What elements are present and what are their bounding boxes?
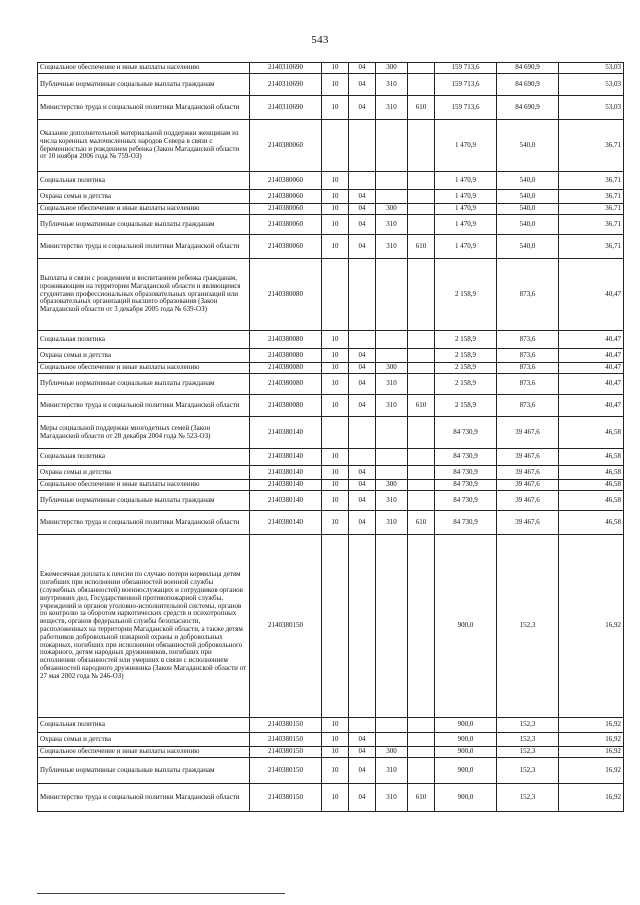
row-fact: 540,0: [497, 215, 559, 235]
row-code: 2140380140: [250, 491, 322, 511]
row-subsection: 04: [349, 491, 376, 511]
row-percent: 40,47: [559, 374, 624, 395]
row-name: Публичные нормативные социальные выплаты гражданам: [38, 374, 250, 395]
row-ministry-code: [408, 204, 435, 215]
table-row: [38, 172, 624, 190]
row-name: Охрана семьи и детства: [38, 733, 250, 747]
row-code: 2140310690: [250, 74, 322, 96]
row-name: Социальное обеспечение и иные выплаты населению: [38, 480, 250, 491]
row-ministry-code: [408, 190, 435, 204]
row-plan: 84 730,9: [435, 491, 497, 511]
row-code: 2140380140: [250, 417, 322, 449]
table-row: [38, 374, 624, 395]
row-code: 2140380060: [250, 120, 322, 172]
row-fact: 152,3: [497, 535, 559, 718]
row-fact: 152,3: [497, 718, 559, 733]
row-name: Министерство труда и социальной политики Магаданской области: [38, 511, 250, 535]
row-percent: 16,92: [559, 535, 624, 718]
row-fact: 873,6: [497, 259, 559, 331]
row-code: 2140380060: [250, 190, 322, 204]
row-percent: 36,71: [559, 190, 624, 204]
row-ministry-code: 610: [408, 784, 435, 812]
row-name: Выплаты в связи с рождением и воспитанием ребенка гражданам, проживающим на территории Магаданской области и являющимся студентами профессиональных образовательных организаций или образовательных организаций высшего образования (Закон Магаданской области от 3 декабря 2005 года № 639-ОЗ): [38, 259, 250, 331]
table-row: [38, 535, 624, 718]
row-name: Охрана семьи и детства: [38, 190, 250, 204]
row-plan: 900,0: [435, 733, 497, 747]
row-code: 2140380080: [250, 331, 322, 349]
table-row: [38, 63, 624, 74]
row-ministry-code: [408, 449, 435, 466]
row-plan: 2 158,9: [435, 259, 497, 331]
row-fact: 540,0: [497, 172, 559, 190]
row-percent: 36,71: [559, 235, 624, 259]
footer-rule: [37, 893, 285, 894]
row-plan: 159 713,6: [435, 96, 497, 120]
row-code: 2140380080: [250, 363, 322, 374]
row-subsection: 04: [349, 204, 376, 215]
row-ministry-code: [408, 374, 435, 395]
row-name: Социальная политика: [38, 449, 250, 466]
row-code: 2140380150: [250, 758, 322, 784]
row-percent: 46,58: [559, 480, 624, 491]
row-plan: 900,0: [435, 535, 497, 718]
budget-table: [37, 62, 624, 812]
row-expense-type: 310: [376, 235, 408, 259]
table-row: [38, 747, 624, 758]
row-expense-type: 310: [376, 511, 408, 535]
row-subsection: 04: [349, 235, 376, 259]
row-ministry-code: [408, 172, 435, 190]
row-plan: 1 470,9: [435, 204, 497, 215]
row-fact: 873,6: [497, 374, 559, 395]
row-expense-type: [376, 190, 408, 204]
row-plan: 2 158,9: [435, 349, 497, 363]
table-row: [38, 235, 624, 259]
row-section: 10: [322, 363, 349, 374]
row-section: 10: [322, 374, 349, 395]
row-plan: 84 730,9: [435, 466, 497, 480]
row-subsection: 04: [349, 349, 376, 363]
row-percent: 53,03: [559, 74, 624, 96]
row-subsection: [349, 172, 376, 190]
row-code: 2140380150: [250, 784, 322, 812]
row-ministry-code: [408, 733, 435, 747]
row-name: Министерство труда и социальной политики Магаданской области: [38, 235, 250, 259]
row-plan: 900,0: [435, 784, 497, 812]
table-row: [38, 349, 624, 363]
row-code: 2140380080: [250, 349, 322, 363]
row-code: 2140380150: [250, 747, 322, 758]
row-fact: 152,3: [497, 758, 559, 784]
row-section: 10: [322, 758, 349, 784]
row-expense-type: [376, 535, 408, 718]
row-section: [322, 259, 349, 331]
row-section: [322, 417, 349, 449]
row-fact: 873,6: [497, 331, 559, 349]
row-expense-type: [376, 733, 408, 747]
row-subsection: [349, 535, 376, 718]
row-fact: 540,0: [497, 120, 559, 172]
row-code: 2140310690: [250, 63, 322, 74]
row-name: Министерство труда и социальной политики Магаданской области: [38, 96, 250, 120]
row-expense-type: 300: [376, 747, 408, 758]
row-plan: 900,0: [435, 718, 497, 733]
row-plan: 84 730,9: [435, 449, 497, 466]
row-code: 2140380080: [250, 374, 322, 395]
row-code: 2140380140: [250, 449, 322, 466]
row-subsection: [349, 417, 376, 449]
row-fact: 39 467,6: [497, 449, 559, 466]
row-code: 2140380140: [250, 511, 322, 535]
row-subsection: [349, 259, 376, 331]
row-name: Публичные нормативные социальные выплаты гражданам: [38, 491, 250, 511]
row-percent: 16,92: [559, 747, 624, 758]
row-code: 2140310690: [250, 96, 322, 120]
row-expense-type: [376, 120, 408, 172]
row-plan: 900,0: [435, 758, 497, 784]
row-percent: 46,58: [559, 491, 624, 511]
row-expense-type: 310: [376, 374, 408, 395]
row-name: Министерство труда и социальной политики Магаданской области: [38, 395, 250, 417]
row-subsection: 04: [349, 784, 376, 812]
row-percent: 53,03: [559, 96, 624, 120]
row-section: 10: [322, 235, 349, 259]
row-ministry-code: [408, 63, 435, 74]
row-percent: 53,03: [559, 63, 624, 74]
row-fact: 873,6: [497, 349, 559, 363]
row-percent: 36,71: [559, 120, 624, 172]
row-subsection: 04: [349, 466, 376, 480]
row-expense-type: [376, 449, 408, 466]
row-percent: 16,92: [559, 733, 624, 747]
row-subsection: 04: [349, 96, 376, 120]
row-expense-type: 310: [376, 215, 408, 235]
row-plan: 84 730,9: [435, 480, 497, 491]
row-ministry-code: [408, 718, 435, 733]
row-fact: 540,0: [497, 204, 559, 215]
row-percent: 40,47: [559, 349, 624, 363]
table-row: [38, 190, 624, 204]
row-fact: 152,3: [497, 784, 559, 812]
row-name: Социальная политика: [38, 331, 250, 349]
row-percent: 40,47: [559, 395, 624, 417]
row-plan: 900,0: [435, 747, 497, 758]
row-subsection: 04: [349, 74, 376, 96]
row-section: 10: [322, 331, 349, 349]
row-ministry-code: [408, 215, 435, 235]
row-ministry-code: 610: [408, 511, 435, 535]
row-ministry-code: [408, 74, 435, 96]
row-subsection: 04: [349, 363, 376, 374]
row-name: Публичные нормативные социальные выплаты гражданам: [38, 74, 250, 96]
row-ministry-code: 610: [408, 395, 435, 417]
row-fact: 39 467,6: [497, 491, 559, 511]
row-subsection: 04: [349, 215, 376, 235]
row-ministry-code: [408, 363, 435, 374]
row-expense-type: [376, 466, 408, 480]
row-ministry-code: [408, 535, 435, 718]
row-name: Охрана семьи и детства: [38, 349, 250, 363]
row-code: 2140380150: [250, 733, 322, 747]
row-fact: 540,0: [497, 190, 559, 204]
row-plan: 2 158,9: [435, 395, 497, 417]
row-section: 10: [322, 215, 349, 235]
row-name: Министерство труда и социальной политики Магаданской области: [38, 784, 250, 812]
row-ministry-code: 610: [408, 235, 435, 259]
row-subsection: [349, 449, 376, 466]
row-expense-type: [376, 172, 408, 190]
row-section: 10: [322, 491, 349, 511]
row-percent: 16,92: [559, 718, 624, 733]
row-ministry-code: 610: [408, 96, 435, 120]
row-section: 10: [322, 74, 349, 96]
row-plan: 84 730,9: [435, 417, 497, 449]
row-fact: 84 690,9: [497, 96, 559, 120]
row-fact: 873,6: [497, 363, 559, 374]
row-section: 10: [322, 190, 349, 204]
row-name: Социальное обеспечение и иные выплаты населению: [38, 363, 250, 374]
row-ministry-code: [408, 747, 435, 758]
row-name: Социальное обеспечение и иные выплаты населению: [38, 204, 250, 215]
row-expense-type: 310: [376, 96, 408, 120]
table-row: [38, 466, 624, 480]
row-plan: 2 158,9: [435, 331, 497, 349]
row-name: Оказание дополнительной материальной поддержки женщинам из числа коренных малочисленных народов Севера в связи с беременностью и рождением ребенка (Закон Магаданской области от 10 ноября 2006 года № 759-ОЗ): [38, 120, 250, 172]
row-expense-type: 300: [376, 204, 408, 215]
table-row: [38, 331, 624, 349]
table-row: [38, 758, 624, 784]
table-row: [38, 480, 624, 491]
row-plan: 1 470,9: [435, 120, 497, 172]
row-code: 2140380060: [250, 235, 322, 259]
row-subsection: 04: [349, 511, 376, 535]
table-row: [38, 96, 624, 120]
row-code: 2140380060: [250, 204, 322, 215]
row-section: 10: [322, 63, 349, 74]
row-fact: 39 467,6: [497, 511, 559, 535]
row-subsection: [349, 331, 376, 349]
row-subsection: 04: [349, 758, 376, 784]
row-name: Социальная политика: [38, 718, 250, 733]
row-expense-type: [376, 331, 408, 349]
row-name: Публичные нормативные социальные выплаты гражданам: [38, 758, 250, 784]
table-row: [38, 120, 624, 172]
row-percent: 36,71: [559, 172, 624, 190]
row-name: Социальная политика: [38, 172, 250, 190]
table-row: [38, 449, 624, 466]
row-plan: 2 158,9: [435, 363, 497, 374]
row-expense-type: 300: [376, 480, 408, 491]
row-percent: 46,58: [559, 417, 624, 449]
table-row: [38, 74, 624, 96]
row-subsection: 04: [349, 480, 376, 491]
row-fact: 873,6: [497, 395, 559, 417]
row-percent: 46,58: [559, 511, 624, 535]
table-row: [38, 363, 624, 374]
row-plan: 84 730,9: [435, 511, 497, 535]
row-percent: 36,71: [559, 215, 624, 235]
row-code: 2140380150: [250, 535, 322, 718]
row-subsection: 04: [349, 190, 376, 204]
row-fact: 84 690,9: [497, 63, 559, 74]
row-expense-type: 310: [376, 395, 408, 417]
row-name: Социальное обеспечение и иные выплаты населению: [38, 63, 250, 74]
row-plan: 2 158,9: [435, 374, 497, 395]
row-section: 10: [322, 449, 349, 466]
row-plan: 159 713,6: [435, 63, 497, 74]
row-fact: 540,0: [497, 235, 559, 259]
row-ministry-code: [408, 120, 435, 172]
row-section: 10: [322, 204, 349, 215]
row-fact: 39 467,6: [497, 466, 559, 480]
row-subsection: 04: [349, 374, 376, 395]
table-row: [38, 511, 624, 535]
row-section: 10: [322, 784, 349, 812]
row-subsection: 04: [349, 395, 376, 417]
row-subsection: 04: [349, 747, 376, 758]
row-expense-type: 310: [376, 491, 408, 511]
row-expense-type: [376, 417, 408, 449]
row-subsection: 04: [349, 63, 376, 74]
row-fact: 152,3: [497, 733, 559, 747]
row-percent: 46,58: [559, 449, 624, 466]
row-section: 10: [322, 466, 349, 480]
row-ministry-code: [408, 417, 435, 449]
row-plan: 1 470,9: [435, 235, 497, 259]
row-ministry-code: [408, 491, 435, 511]
row-subsection: [349, 120, 376, 172]
row-fact: 152,3: [497, 747, 559, 758]
row-subsection: 04: [349, 733, 376, 747]
row-name: Публичные нормативные социальные выплаты гражданам: [38, 215, 250, 235]
table-row: [38, 259, 624, 331]
table-row: [38, 784, 624, 812]
row-code: 2140380140: [250, 480, 322, 491]
row-expense-type: 310: [376, 74, 408, 96]
row-fact: 39 467,6: [497, 417, 559, 449]
row-name: Меры социальной поддержки многодетных семей (Закон Магаданской области от 28 декабря 2004 года № 523-ОЗ): [38, 417, 250, 449]
row-percent: 46,58: [559, 466, 624, 480]
row-section: 10: [322, 172, 349, 190]
row-section: 10: [322, 96, 349, 120]
row-percent: 40,47: [559, 363, 624, 374]
row-fact: 39 467,6: [497, 480, 559, 491]
row-percent: 16,92: [559, 784, 624, 812]
row-expense-type: [376, 259, 408, 331]
row-plan: 159 713,6: [435, 74, 497, 96]
table-row: [38, 395, 624, 417]
row-expense-type: [376, 349, 408, 363]
row-section: 10: [322, 511, 349, 535]
row-code: 2140380060: [250, 215, 322, 235]
row-plan: 1 470,9: [435, 215, 497, 235]
row-expense-type: 310: [376, 784, 408, 812]
row-expense-type: 300: [376, 363, 408, 374]
table-row: [38, 417, 624, 449]
row-fact: 84 690,9: [497, 74, 559, 96]
row-code: 2140380060: [250, 172, 322, 190]
row-percent: 16,92: [559, 758, 624, 784]
row-section: 10: [322, 733, 349, 747]
row-code: 2140380150: [250, 718, 322, 733]
row-expense-type: 300: [376, 63, 408, 74]
row-subsection: [349, 718, 376, 733]
row-code: 2140380140: [250, 466, 322, 480]
row-ministry-code: [408, 480, 435, 491]
row-section: [322, 535, 349, 718]
table-row: [38, 718, 624, 733]
row-ministry-code: [408, 349, 435, 363]
row-ministry-code: [408, 758, 435, 784]
row-percent: 40,47: [559, 259, 624, 331]
row-section: 10: [322, 718, 349, 733]
table-row: [38, 491, 624, 511]
row-section: 10: [322, 747, 349, 758]
table-row: [38, 204, 624, 215]
row-plan: 1 470,9: [435, 190, 497, 204]
row-percent: 40,47: [559, 331, 624, 349]
row-section: [322, 120, 349, 172]
row-code: 2140380080: [250, 395, 322, 417]
row-section: 10: [322, 480, 349, 491]
row-code: 2140380080: [250, 259, 322, 331]
row-percent: 36,71: [559, 204, 624, 215]
row-expense-type: 310: [376, 758, 408, 784]
page-number: 543: [311, 34, 329, 46]
row-ministry-code: [408, 259, 435, 331]
row-name: Охрана семьи и детства: [38, 466, 250, 480]
table-row: [38, 733, 624, 747]
row-section: 10: [322, 349, 349, 363]
row-plan: 1 470,9: [435, 172, 497, 190]
row-section: 10: [322, 395, 349, 417]
table-row: [38, 215, 624, 235]
row-expense-type: [376, 718, 408, 733]
row-ministry-code: [408, 331, 435, 349]
row-name: Ежемесячная доплата к пенсии по случаю потери кормильца детям погибших при исполнении обязанностей военной службы (служебных обязанностей) военнослужащих и сотрудников органов внутренних дел, Государственной противопожарной службы, учреждений и органов уголовно-исполнительной системы, органов по контролю за оборотом наркотических средств и психотропных веществ, органов федеральной службы безопасности, расположенных на территории Магаданской области, а также детям работников добровольной пожарной охраны и добровольных пожарных, погибших при исполнении обязанностей добровольного пожарного, детям народных дружинников, погибших при исполнении обязанностей или умерших в связи с исполнением обязанностей народного дружинника (Закон Магаданской области от 27 мая 2002 года № 246-ОЗ): [38, 535, 250, 718]
row-name: Социальное обеспечение и иные выплаты населению: [38, 747, 250, 758]
row-ministry-code: [408, 466, 435, 480]
